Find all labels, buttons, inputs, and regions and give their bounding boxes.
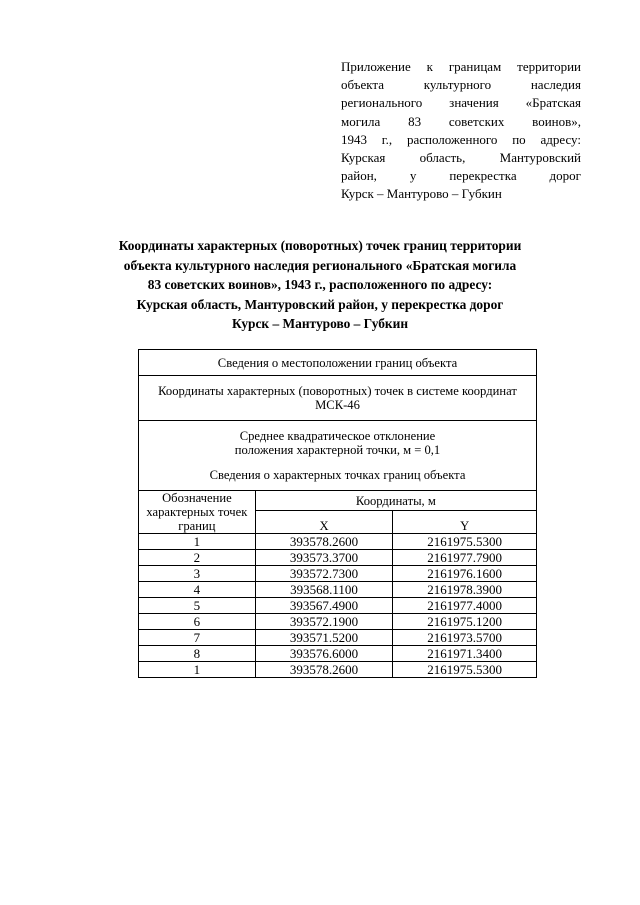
point-id: 1 — [139, 534, 256, 550]
point-id: 5 — [139, 598, 256, 614]
y-value: 2161978.3900 — [393, 582, 537, 598]
point-id: 3 — [139, 566, 256, 582]
table-row — [139, 534, 537, 550]
title-line: Курск – Мантурово – Губкин — [231, 316, 409, 332]
table-row — [139, 630, 537, 646]
appendix-line: Приложение к границам территории — [341, 59, 581, 74]
x-value: 393572.7300 — [255, 566, 393, 582]
appendix-line: объекта культурного наследия — [341, 77, 581, 93]
point-id: 7 — [139, 630, 256, 646]
accuracy-cell — [139, 421, 537, 491]
table-row — [139, 566, 537, 582]
y-value: 2161977.7900 — [393, 550, 537, 566]
points-header: Сведения о характерных точках границ объекта — [209, 468, 466, 482]
appendix-line: Курск – Мантурово – Губкин — [341, 186, 502, 202]
location-header: Сведения о местоположении границ объекта — [139, 350, 537, 376]
appendix-line: район, у перекрестка дорог — [341, 168, 581, 184]
table-row — [139, 662, 537, 678]
x-value: 393578.2600 — [255, 662, 393, 678]
title-line: объекта культурного наследия регионального «Братская могила — [123, 257, 517, 273]
coordinates-header: Координаты, м — [255, 491, 536, 511]
title-line: Курская область, Мантуровский район, у перекрестка дорог — [136, 296, 504, 312]
y-value: 2161975.5300 — [393, 534, 537, 550]
y-value: 2161975.5300 — [393, 662, 537, 678]
y-value: 2161977.4000 — [393, 598, 537, 614]
system-name: МСК-46 — [315, 398, 360, 412]
y-value: 2161976.1600 — [393, 566, 537, 582]
x-value: 393578.2600 — [255, 534, 393, 550]
appendix-line: 1943 г., расположенного по адресу: — [341, 131, 581, 147]
x-value: 393576.6000 — [255, 646, 393, 662]
point-id: 6 — [139, 614, 256, 630]
accuracy-value: положения характерной точки, м = 0,1 — [234, 443, 441, 457]
appendix-line: Курская область, Мантуровский — [341, 150, 581, 166]
x-value: 393572.1900 — [255, 614, 393, 630]
x-value: 393567.4900 — [255, 598, 393, 614]
title-line: Координаты характерных (поворотных) точек границ территории — [118, 238, 522, 253]
table-row — [139, 550, 537, 566]
document-title — [80, 236, 560, 334]
x-value: 393568.1100 — [255, 582, 393, 598]
point-id: 4 — [139, 582, 256, 598]
coordinates-table — [138, 349, 537, 678]
point-id: 2 — [139, 550, 256, 566]
y-value: 2161973.5700 — [393, 630, 537, 646]
appendix-note — [341, 58, 581, 204]
table-row — [139, 646, 537, 662]
point-label-header: Обозначение характерных точек границ — [139, 491, 256, 534]
y-column-header: Y — [393, 511, 537, 534]
system-line: Координаты характерных (поворотных) точек в системе координат — [158, 384, 517, 398]
appendix-line: могила 83 советских воинов», — [341, 113, 581, 129]
x-value: 393573.3700 — [255, 550, 393, 566]
title-line: 83 советских воинов», 1943 г., расположенного по адресу: — [147, 277, 493, 293]
point-id: 8 — [139, 646, 256, 662]
table-row — [139, 582, 537, 598]
y-value: 2161971.3400 — [393, 646, 537, 662]
accuracy-line: Среднее квадратическое отклонение — [239, 429, 436, 443]
table-row — [139, 614, 537, 630]
y-value: 2161975.1200 — [393, 614, 537, 630]
point-id: 1 — [139, 662, 256, 678]
appendix-line: регионального значения «Братская — [341, 95, 581, 111]
table-row — [139, 598, 537, 614]
x-column-header: X — [255, 511, 393, 534]
coordinate-system-cell — [139, 376, 537, 421]
x-value: 393571.5200 — [255, 630, 393, 646]
